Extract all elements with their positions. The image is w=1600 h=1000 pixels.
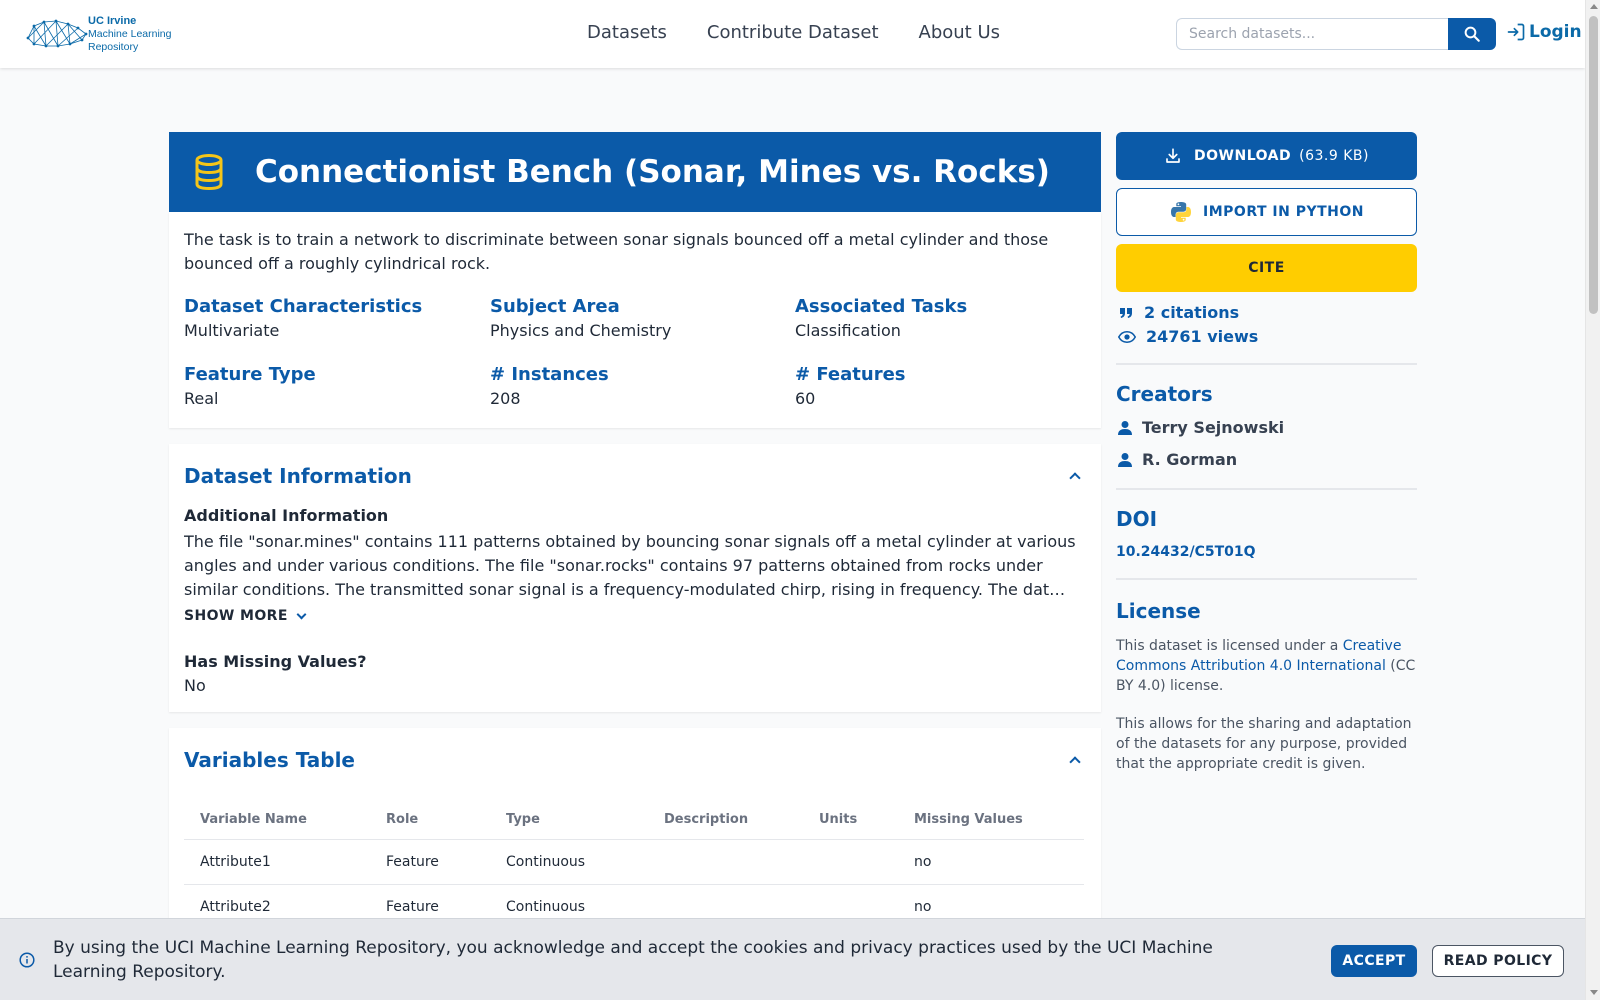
characteristic-features	[795, 364, 1095, 408]
download-size: (63.9 KB)	[1299, 148, 1369, 164]
characteristic-value: Physics and Chemistry	[490, 321, 672, 340]
characteristic-label: # Features	[795, 364, 906, 385]
table-cell: Attribute1	[184, 840, 370, 885]
person-icon	[1118, 452, 1132, 468]
nav-datasets[interactable]: Datasets	[587, 22, 667, 43]
search-bar	[1176, 18, 1496, 50]
download-label: DOWNLOAD	[1194, 148, 1292, 164]
show-more-label: SHOW MORE	[184, 608, 288, 624]
search-icon	[1463, 25, 1481, 43]
additional-information-heading: Additional Information	[184, 506, 389, 525]
views-count: 24761 views	[1146, 327, 1259, 346]
scroll-down-arrow-icon[interactable]	[1590, 990, 1598, 995]
info-icon	[19, 952, 35, 968]
creators-title: Creators	[1116, 382, 1213, 406]
search-input[interactable]	[1176, 18, 1448, 50]
search-button[interactable]	[1448, 18, 1496, 50]
scrollbar-thumb[interactable]	[1589, 16, 1598, 314]
database-icon	[193, 153, 225, 191]
uci-logo[interactable]	[24, 12, 184, 56]
python-icon	[1169, 200, 1193, 224]
download-button[interactable]	[1116, 132, 1417, 180]
cite-button[interactable]	[1116, 244, 1417, 292]
page-scrollbar[interactable]	[1585, 0, 1600, 1000]
table-header-row	[184, 798, 1084, 840]
nav-contribute-dataset[interactable]: Contribute Dataset	[706, 22, 879, 43]
column-header[interactable]: Type	[490, 798, 648, 840]
creator-item	[1118, 418, 1284, 437]
cookie-banner	[0, 918, 1585, 1000]
doi-link[interactable]: 10.24432/C5T01Q	[1116, 544, 1256, 560]
table-cell: Continuous	[490, 885, 648, 930]
login-icon	[1506, 22, 1526, 42]
accept-button[interactable]: ACCEPT	[1331, 945, 1417, 977]
missing-values-heading: Has Missing Values?	[184, 652, 367, 671]
characteristic-label: Associated Tasks	[795, 296, 968, 317]
table-cell: no	[898, 840, 1084, 885]
characteristic-associated-tasks	[795, 296, 1095, 340]
table-cell: Feature	[370, 885, 490, 930]
logo-text	[88, 15, 171, 54]
nav-about-us[interactable]: About Us	[918, 22, 1000, 43]
login-label: Login	[1529, 22, 1582, 42]
table-cell	[803, 840, 898, 885]
dataset-information-title: Dataset Information	[184, 464, 412, 488]
cite-label: CITE	[1248, 260, 1285, 276]
missing-values-value: No	[184, 676, 206, 695]
column-header[interactable]: Missing Values	[898, 798, 1084, 840]
license-pre: This dataset is licensed under a	[1116, 638, 1343, 654]
collapse-chevron-icon[interactable]	[1069, 472, 1080, 483]
import-in-python-button[interactable]	[1116, 188, 1417, 236]
doi-title: DOI	[1116, 507, 1158, 531]
table-cell: no	[898, 885, 1084, 930]
show-more-button[interactable]	[184, 608, 305, 624]
import-in-python-label: IMPORT IN PYTHON	[1203, 204, 1364, 220]
characteristic-subject-area	[490, 296, 790, 340]
logo-line-1: UC Irvine	[88, 14, 137, 27]
creator-name: R. Gorman	[1142, 450, 1238, 469]
table-row	[184, 840, 1084, 885]
license-post: (CC BY 4.0) license.	[1116, 658, 1416, 694]
license-link[interactable]: Creative Commons Attribution 4.0 International	[1116, 638, 1402, 674]
login-link[interactable]	[1506, 22, 1582, 42]
creator-name: Terry Sejnowski	[1142, 418, 1285, 437]
license-text	[1116, 636, 1416, 696]
collapse-chevron-icon[interactable]	[1069, 756, 1080, 767]
characteristic-label: Subject Area	[490, 296, 620, 317]
views-stat	[1118, 327, 1258, 346]
characteristic-value: Multivariate	[184, 321, 280, 340]
main-nav	[587, 22, 1000, 43]
sidebar-divider	[1116, 578, 1417, 580]
table-cell: Attribute2	[184, 885, 370, 930]
variables-table-title: Variables Table	[184, 748, 355, 772]
additional-information-text: The file "sonar.mines" contains 111 patterns obtained by bouncing sonar signals off a metal cylinder at various angles and under various conditions. The file "sonar.rocks" contains 97 patterns obtained from rocks under similar conditions. The transmitted sonar signal is a frequency-modulated chirp, rising in frequency. The dat…	[184, 532, 1076, 599]
column-header[interactable]: Variable Name	[184, 798, 370, 840]
top-navbar	[0, 0, 1585, 68]
eye-icon	[1118, 329, 1136, 345]
table-cell: Feature	[370, 840, 490, 885]
characteristic-value: 60	[795, 389, 816, 408]
read-policy-button[interactable]: READ POLICY	[1432, 945, 1564, 977]
network-logo-icon	[24, 16, 90, 52]
quote-icon	[1118, 305, 1134, 321]
characteristic-dataset-characteristics	[184, 296, 484, 340]
characteristic-value: Classification	[795, 321, 901, 340]
dataset-title-bar	[169, 132, 1101, 212]
variables-table	[184, 798, 1084, 930]
license-title: License	[1116, 599, 1201, 623]
download-icon	[1164, 147, 1182, 165]
logo-line-2: Machine Learning	[88, 27, 172, 40]
characteristic-feature-type	[184, 364, 484, 408]
dataset-summary-card	[169, 212, 1101, 428]
column-header[interactable]: Description	[648, 798, 803, 840]
dataset-title: Connectionist Bench (Sonar, Mines vs. Rocks)	[255, 154, 1050, 190]
dataset-abstract: The task is to train a network to discriminate between sonar signals bounced off a metal cylinder and those bounced off a roughly cylindrical rock.	[184, 230, 1049, 273]
dataset-information-section	[169, 444, 1101, 712]
logo-line-3: Repository	[88, 40, 139, 53]
license-note: This allows for the sharing and adaptation of the datasets for any purpose, provided that the appropriate credit is given.	[1116, 716, 1412, 772]
chevron-down-icon	[296, 609, 306, 619]
table-cell: Continuous	[490, 840, 648, 885]
characteristic-label: # Instances	[490, 364, 609, 385]
characteristic-instances	[490, 364, 790, 408]
person-icon	[1118, 420, 1132, 436]
sidebar-divider	[1116, 488, 1417, 490]
citations-count: 2 citations	[1144, 303, 1240, 322]
characteristic-value: Real	[184, 389, 219, 408]
creator-item	[1118, 450, 1237, 469]
characteristic-value: 208	[490, 389, 521, 408]
cookie-message: By using the UCI Machine Learning Repository, you acknowledge and accept the cookies and privacy practices used by the UCI Machine Learning Repository.	[53, 938, 1213, 982]
characteristic-label: Dataset Characteristics	[184, 296, 423, 317]
column-header[interactable]: Role	[370, 798, 490, 840]
table-cell	[648, 840, 803, 885]
column-header[interactable]: Units	[803, 798, 898, 840]
sidebar-divider	[1116, 363, 1417, 365]
characteristic-label: Feature Type	[184, 364, 316, 385]
scroll-up-arrow-icon[interactable]	[1590, 4, 1598, 9]
citations-link[interactable]	[1118, 303, 1239, 322]
